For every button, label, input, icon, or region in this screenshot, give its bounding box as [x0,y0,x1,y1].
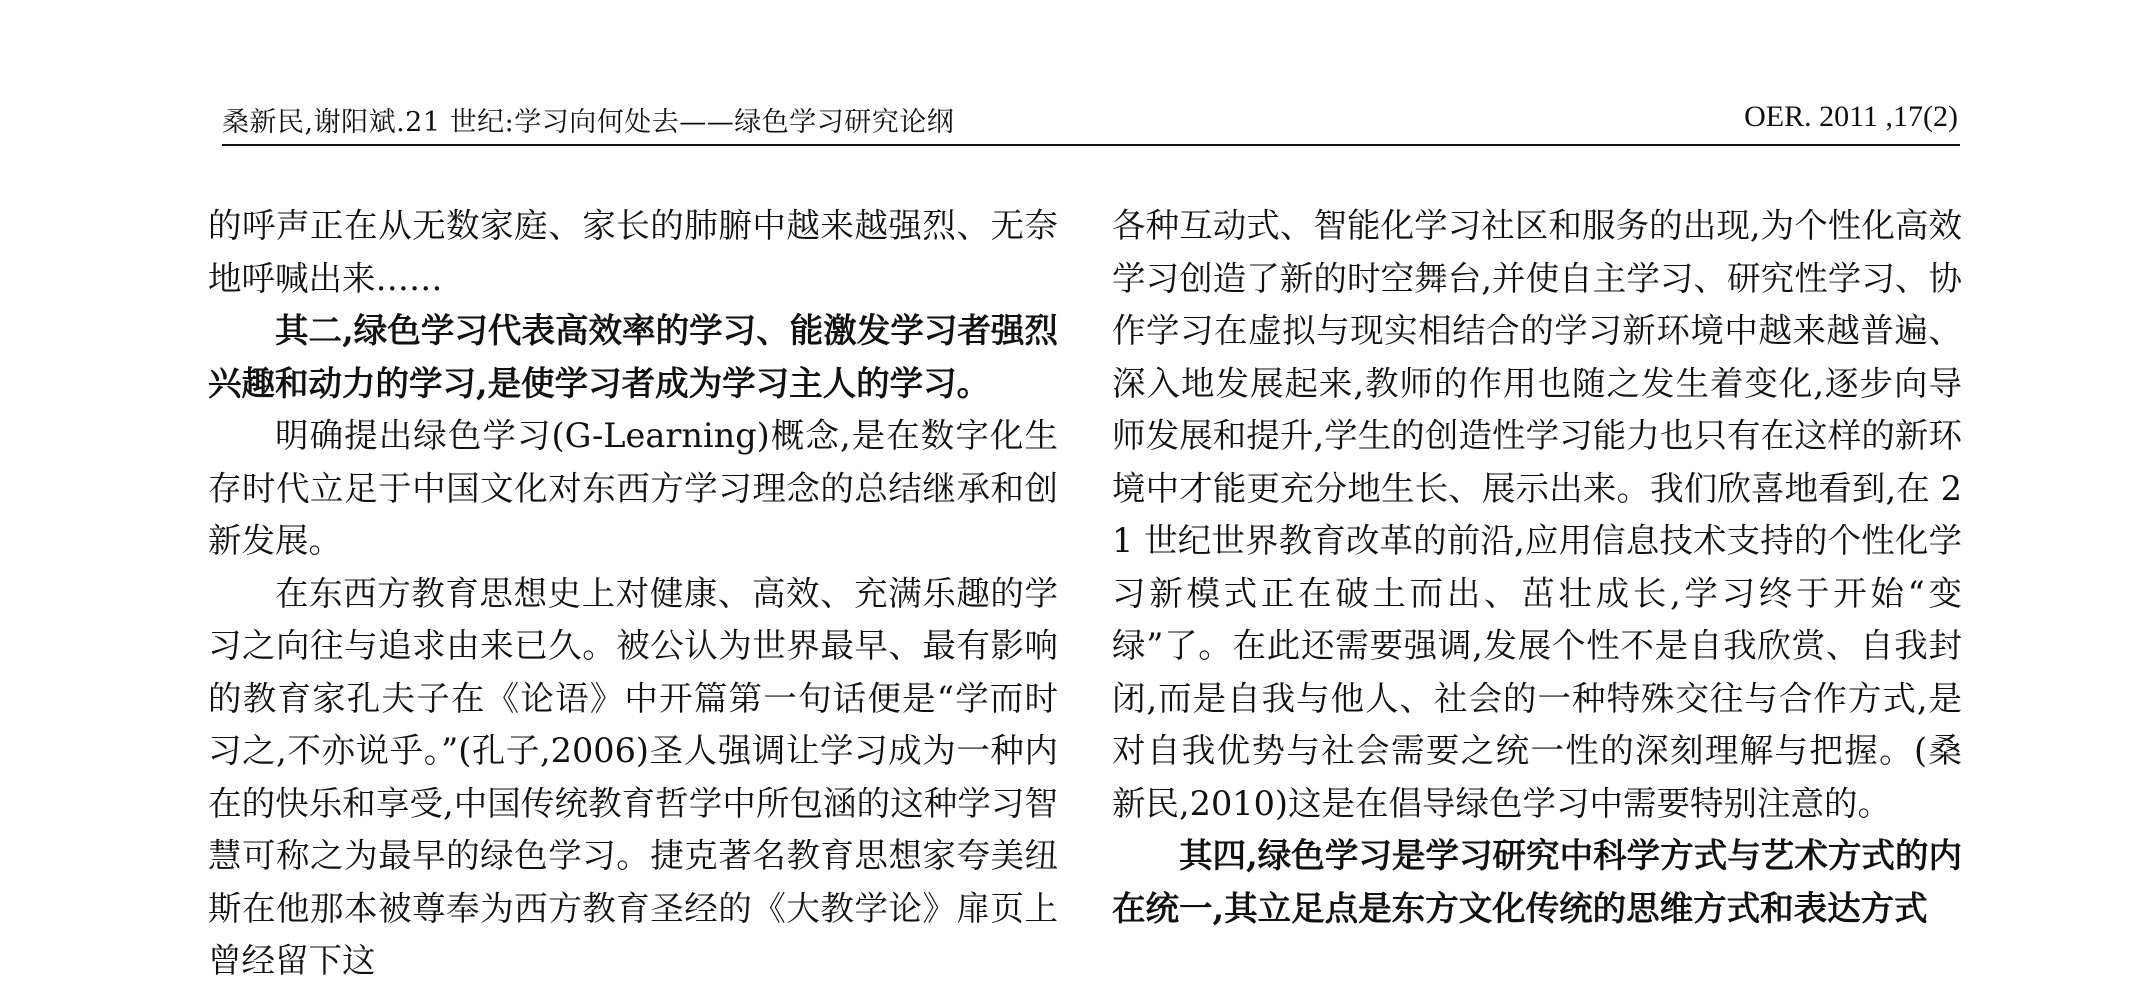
header-journal-info: OER. 2011 ,17(2) [1744,100,1958,133]
header-citation: 桑新民,谢阳斌.21 世纪:学习向何处去——绿色学习研究论纲 [222,107,955,138]
paragraph-g-learning: 明确提出绿色学习(G-Learning)概念,是在数字化生存时代立足于中国文化对东西方学习理念的总结继承和创新发展。 [208,416,1058,560]
paragraph-continued-right: 各种互动式、智能化学习社区和服务的出现,为个性化高效学习创造了新的时空舞台,并使自主学习、研究性学习、协作学习在虚拟与现实相结合的学习新环境中越来越普遍、深入地发展起来,教师的作用也随之发生着变化,逐步向导师发展和提升,学生的创造性学习能力也只有在这样的新环境中才能更充分地生长、展示出来。我们欣喜地看到,在 21 世纪世界教育改革的前沿,应用信息技术支持的个性化学习新模式正在破土而出、茁壮成长,学习终于开始“变绿”了。在此还需要强调,发展个性不是自我欣赏、自我封闭,而是自我与他人、社会的一种特殊交往与合作方式,是对自我优势与社会需要之统一性的深刻理解与把握。(桑新民,2010)这是在倡导绿色学习中需要特别注意的。 [1112,206,1962,823]
paragraph-history: 在东西方教育思想史上对健康、高效、充满乐趣的学习之向往与追求由来已久。被公认为世界最早、最有影响的教育家孔夫子在《论语》中开篇第一句话便是“学而时习之,不亦说乎。”(孔子,2006)圣人强调让学习成为一种内在的快乐和享受,中国传统教育哲学中所包涵的这种学习智慧可称之为最早的绿色学习。捷克著名教育思想家夸美纽斯在他那本被尊奉为西方教育圣经的《大教学论》扉页上曾经留下这 [208,573,1058,980]
paragraph-continued: 的呼声正在从无数家庭、家长的肺腑中越来越强烈、无奈地呼喊出来…… [208,206,1058,298]
running-header [222,92,1960,146]
paragraph-point-two: 其二,绿色学习代表高效率的学习、能激发学习者强烈兴趣和动力的学习,是使学习者成为学习主人的学习。 [208,311,1058,403]
right-column [1112,200,1962,928]
left-column [208,200,1058,980]
paragraph-point-four: 其四,绿色学习是学习研究中科学方式与艺术方式的内在统一,其立足点是东方文化传统的思维方式和表达方式 [1112,836,1962,928]
